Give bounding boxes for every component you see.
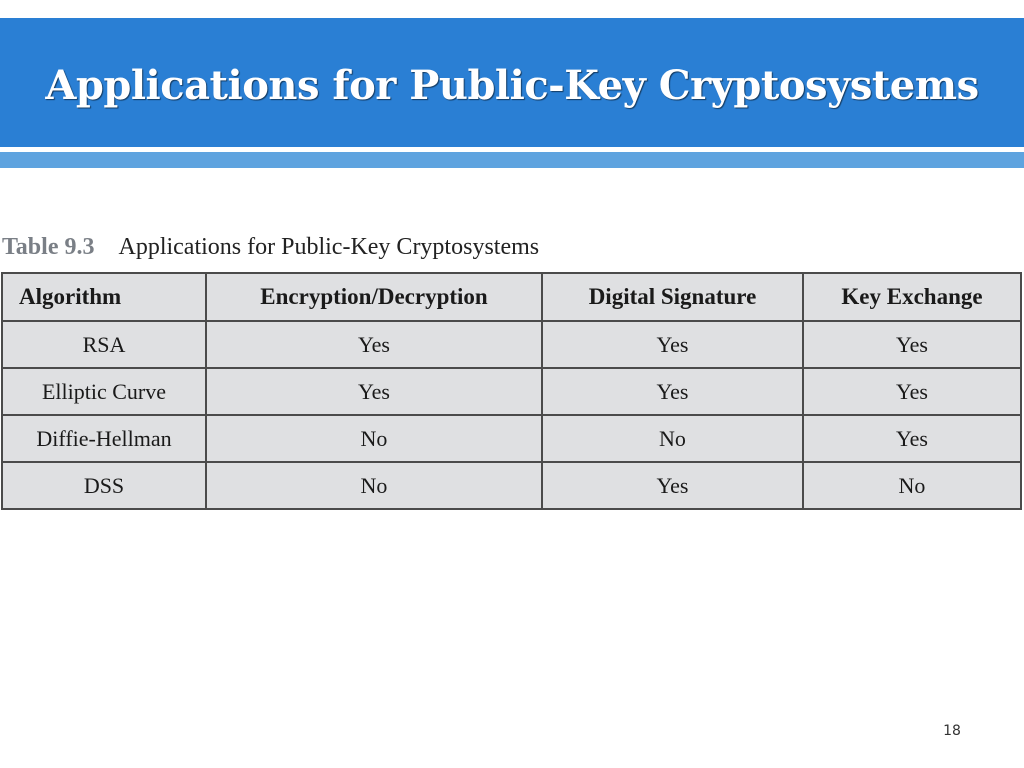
slide-title: Applications for Public-Key Cryptosystems (45, 62, 979, 109)
table-caption-text: Applications for Public-Key Cryptosystems (118, 234, 540, 260)
cell-encryption-decryption: No (206, 415, 542, 462)
cell-digital-signature: Yes (542, 462, 803, 509)
table-row (2, 368, 1021, 415)
page-number: 18 (943, 723, 961, 739)
header-key-exchange: Key Exchange (803, 273, 1021, 321)
cell-key-exchange: Yes (803, 415, 1021, 462)
table-row (2, 321, 1021, 368)
cell-encryption-decryption: No (206, 462, 542, 509)
cell-algorithm: DSS (2, 462, 206, 509)
cell-digital-signature: Yes (542, 321, 803, 368)
cell-digital-signature: No (542, 415, 803, 462)
table-row (2, 462, 1021, 509)
cell-digital-signature: Yes (542, 368, 803, 415)
header-algorithm: Algorithm (2, 273, 206, 321)
cell-algorithm: RSA (2, 321, 206, 368)
title-accent-line (0, 152, 1024, 168)
cell-key-exchange: Yes (803, 368, 1021, 415)
table-header-row (2, 273, 1021, 321)
cell-algorithm: Diffie-Hellman (2, 415, 206, 462)
cell-encryption-decryption: Yes (206, 368, 542, 415)
cell-encryption-decryption: Yes (206, 321, 542, 368)
table-caption-label: Table 9.3 (2, 234, 95, 260)
title-bar (0, 18, 1024, 147)
header-encryption-decryption: Encryption/Decryption (206, 273, 542, 321)
applications-table (1, 272, 1022, 510)
cell-key-exchange: No (803, 462, 1021, 509)
cell-algorithm: Elliptic Curve (2, 368, 206, 415)
header-digital-signature: Digital Signature (542, 273, 803, 321)
table-row (2, 415, 1021, 462)
table-caption (2, 229, 539, 265)
cell-key-exchange: Yes (803, 321, 1021, 368)
